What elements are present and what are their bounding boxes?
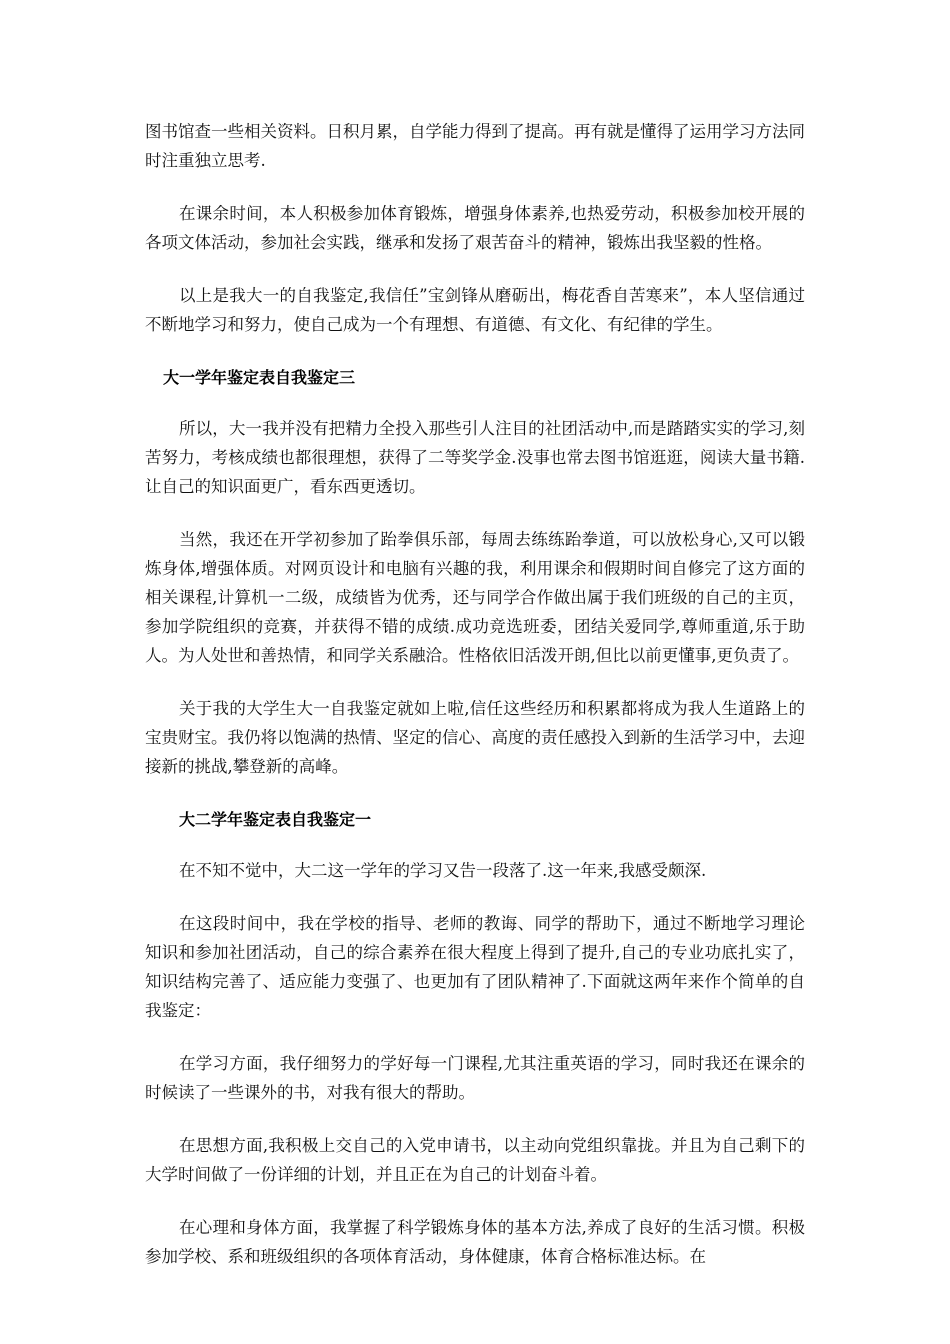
- document-body: [145, 117, 805, 1295]
- paragraph-freshman-conclusion: 关于我的大学生大一自我鉴定就如上啦,信任这些经历和积累都将成为我人生道路上的宝贵财宝。我仍将以饱满的热情、坚定的信心、高度的责任感投入到新的生活学习中，去迎接新的挑战,攀登新的高峰。: [145, 699, 805, 776]
- paragraph-study-aspect: 在学习方面，我仔细努力的学好每一门课程,尤其注重英语的学习，同时我还在课余的时候读了一些课外的书，对我有很大的帮助。: [145, 1054, 805, 1102]
- paragraph-health-aspect: 在心理和身体方面，我掌握了科学锻炼身体的基本方法,养成了良好的生活习惯。积极参加学校、系和班级组织的各项体育活动，身体健康，体育合格标准达标。在: [145, 1218, 805, 1266]
- paragraph-study-focus: 所以，大一我并没有把精力全投入那些引人注目的社团活动中,而是踏踏实实的学习,刻苦努力，考核成绩也都很理想，获得了二等奖学金.没事也常去图书馆逛逛，阅读大量书籍.让自己的知识面更广，看东西更透切。: [145, 419, 805, 496]
- paragraph-sports-activities: 在课余时间，本人积极参加体育锻炼，增强身体素养,也热爱劳动，积极参加校开展的各项文体活动，参加社会实践，继承和发扬了艰苦奋斗的精神，锻炼出我坚毅的性格。: [145, 204, 805, 252]
- paragraph-taekwondo-club: 当然，我还在开学初参加了跆拳俱乐部，每周去练练跆拳道，可以放松身心,又可以锻炼身体,增强体质。对网页设计和电脑有兴趣的我，利用课余和假期时间自修完了这方面的相关课程,计算机一二级，成绩皆为优秀，还与同学合作做出属于我们班级的自己的主页，参加学院组织的竞赛，并获得不错的成绩.成功竞选班委，团结关爱同学,尊师重道,乐于助人。为人处世和善热情，和同学关系融洽。性格依旧活泼开朗,但比以前更懂事,更负责了。: [145, 530, 805, 665]
- section-heading-freshman-three: 大一学年鉴定表自我鉴定三: [163, 368, 356, 387]
- section-heading-sophomore-one: 大二学年鉴定表自我鉴定一: [179, 810, 372, 829]
- paragraph-sophomore-intro: 在不知不觉中，大二这一学年的学习又告一段落了.这一年来,我感受颇深.: [179, 861, 707, 880]
- paragraph-freshman-summary: 以上是我大一的自我鉴定,我信任”宝剑锋从磨砺出，梅花香自苦寒来”，本人坚信通过不断地学习和努力，使自己成为一个有理想、有道德、有文化、有纪律的学生。: [145, 286, 805, 334]
- paragraph-library-study: 图书馆查一些相关资料。日积月累，自学能力得到了提高。再有就是懂得了运用学习方法同时注重独立思考.: [145, 122, 805, 170]
- paragraph-growth: 在这段时间中，我在学校的指导、老师的教诲、同学的帮助下，通过不断地学习理论知识和参加社团活动，自己的综合素养在很大程度上得到了提升,自己的专业功底扎实了，知识结构完善了、适应能力变强了、也更加有了团队精神了.下面就这两年来作个简单的自我鉴定：: [145, 914, 805, 1020]
- paragraph-ideology-aspect: 在思想方面,我积极上交自己的入党申请书，以主动向党组织靠拢。并且为自己剩下的大学时间做了一份详细的计划，并且正在为自己的计划奋斗着。: [145, 1136, 805, 1184]
